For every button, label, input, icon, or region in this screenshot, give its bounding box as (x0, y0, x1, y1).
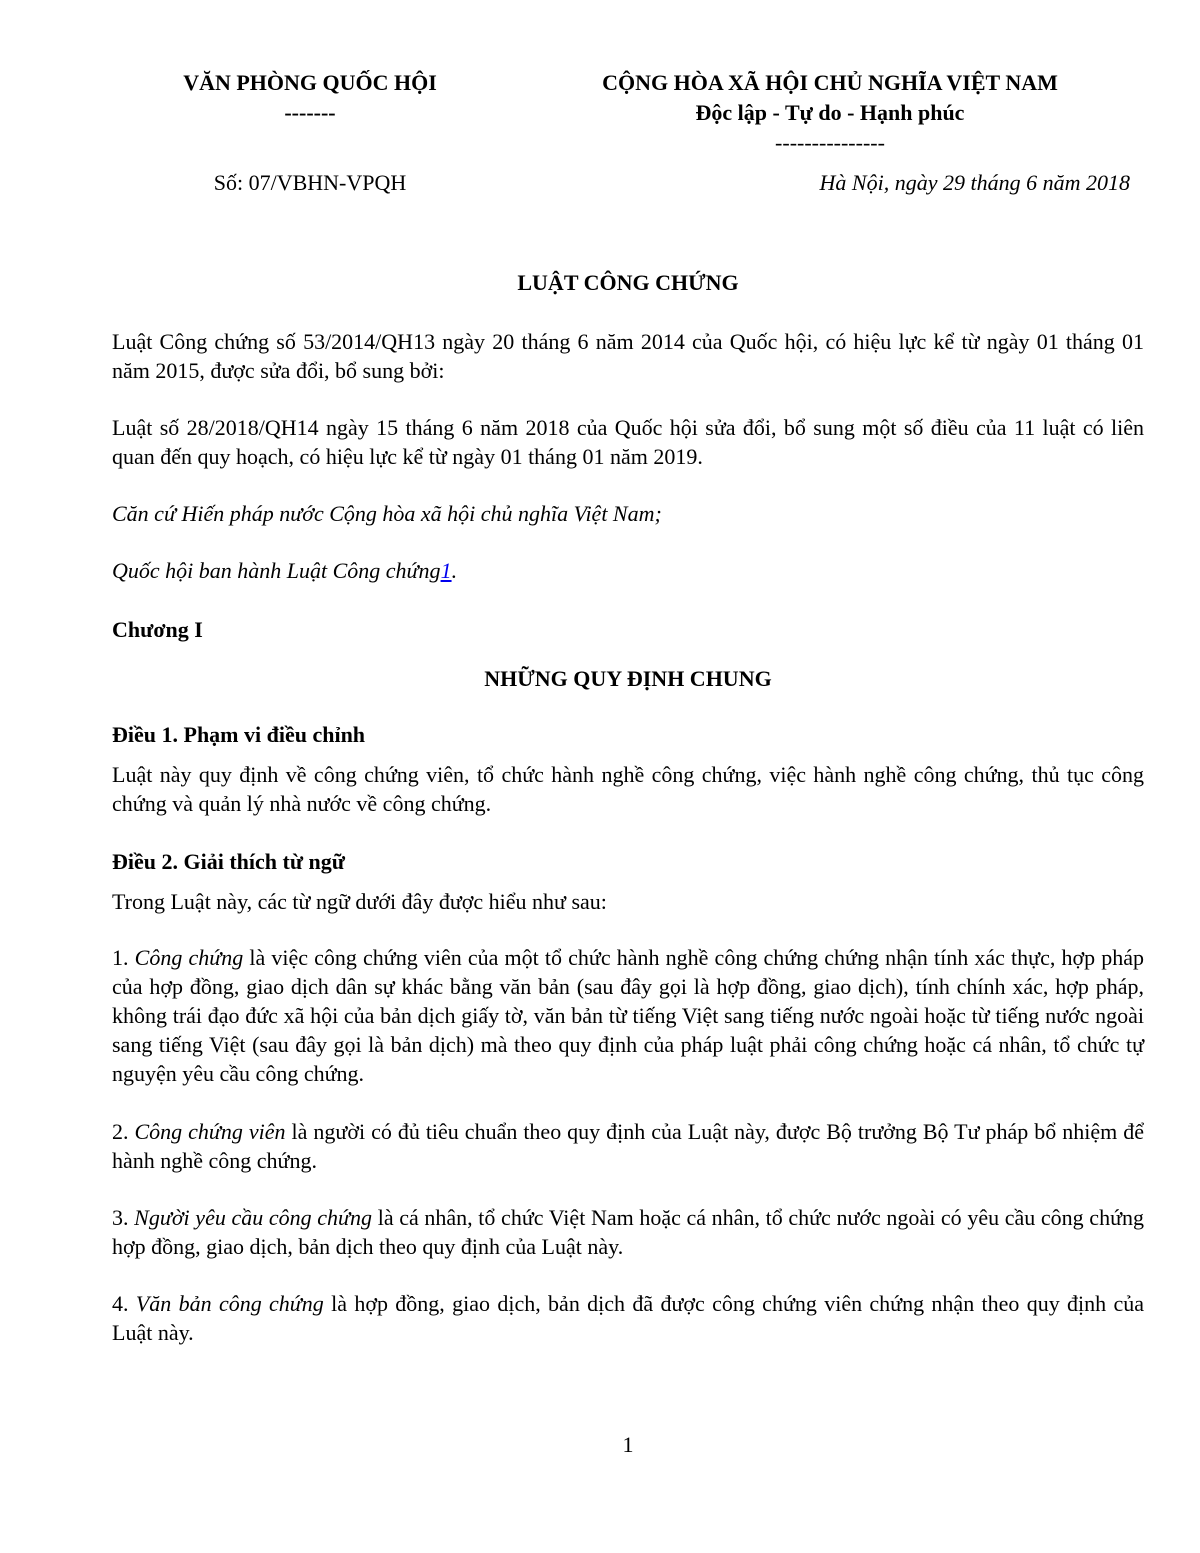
article-2-lead: Trong Luật này, các từ ngữ dưới đây được hiểu như sau: (112, 889, 607, 914)
definition-term: Văn bản công chứng (135, 1291, 324, 1316)
footnote-link[interactable]: 1 (440, 558, 452, 583)
definition-number: 4. (112, 1291, 136, 1316)
definition-item (112, 1117, 1144, 1175)
definition-item (112, 1203, 1144, 1261)
place-date: Hà Nội, ngày 29 tháng 6 năm 2018 (819, 170, 1130, 195)
definition-text: là cá nhân, tổ chức Việt Nam hoặc cá nhân, tổ chức nước ngoài có yêu cầu công chứng hợp đồng, giao dịch, bản dịch theo quy định của Luật này. (112, 1205, 1144, 1259)
definition-number: 3. (112, 1205, 135, 1230)
national-title: CỘNG HÒA XÃ HỘI CHỦ NGHĨA VIỆT NAM (602, 70, 1058, 95)
legal-basis: Căn cứ Hiến pháp nước Cộng hòa xã hội chủ nghĩa Việt Nam; (112, 501, 662, 526)
enactment-end: . (451, 558, 458, 583)
issuing-agency: VĂN PHÒNG QUỐC HỘI (183, 70, 437, 95)
definition-number: 2. (112, 1119, 135, 1144)
article-1-body: Luật này quy định về công chứng viên, tổ chức hành nghề công chứng, việc hành nghề công chứng, thủ tục công chứng và quản lý nhà nước về công chứng. (112, 762, 1144, 816)
definition-text: là hợp đồng, giao dịch, bản dịch đã được công chứng viên chứng nhận theo quy định của Luật này. (112, 1291, 1145, 1345)
definition-term: Người yêu cầu công chứng (134, 1205, 373, 1230)
law-title: LUẬT CÔNG CHỨNG (517, 270, 739, 295)
enactment-clause (112, 556, 1144, 585)
agency-rule: ------- (284, 100, 336, 125)
definition-text: là việc công chứng viên của một tổ chức hành nghề công chứng chứng nhận tính xác thực, hợp pháp của hợp đồng, giao dịch dân sự khác bằng văn bản (sau đây gọi là hợp đồng, giao dịch), tính chính xác, hợp pháp, không trái đạo đức xã hội của bản dịch giấy tờ, văn bản từ tiếng Việt sang tiếng nước ngoài hoặc từ tiếng nước ngoài sang tiếng Việt (sau đây gọi là bản dịch) mà theo quy định của pháp luật phải công chứng hoặc cá nhân, tổ chức tự nguyện yêu cầu công chứng. (112, 945, 1145, 1086)
article-1-heading: Điều 1. Phạm vi điều chỉnh (112, 722, 366, 747)
page-number: 1 (622, 1432, 634, 1457)
chapter-label: Chương I (112, 617, 203, 642)
article-2-heading: Điều 2. Giải thích từ ngữ (112, 849, 345, 874)
enactment-text: Quốc hội ban hành Luật Công chứng (112, 558, 441, 583)
definition-number: 1. (112, 945, 135, 970)
document-number: Số: 07/VBHN-VPQH (213, 170, 407, 195)
national-motto: Độc lập - Tự do - Hạnh phúc (695, 100, 965, 125)
chapter-title: NHỮNG QUY ĐỊNH CHUNG (484, 666, 772, 691)
definition-term: Công chứng (134, 945, 244, 970)
intro-paragraph-2: Luật số 28/2018/QH14 ngày 15 tháng 6 năm 2018 của Quốc hội sửa đổi, bổ sung một số điều của 11 luật có liên quan đến quy hoạch, có hiệu lực kể từ ngày 01 tháng 01 năm 2019. (112, 415, 1144, 469)
definition-term: Công chứng viên (134, 1119, 286, 1144)
definition-text: là người có đủ tiêu chuẩn theo quy định của Luật này, được Bộ trưởng Bộ Tư pháp bổ nhiệm để hành nghề công chứng. (112, 1119, 1144, 1173)
motto-rule: --------------- (775, 130, 885, 155)
definition-item (112, 1289, 1144, 1347)
definition-item (112, 943, 1144, 1088)
intro-paragraph-1: Luật Công chứng số 53/2014/QH13 ngày 20 tháng 6 năm 2014 của Quốc hội, có hiệu lực kể từ ngày 01 tháng 01 năm 2015, được sửa đổi, bổ sung bởi: (112, 329, 1144, 383)
